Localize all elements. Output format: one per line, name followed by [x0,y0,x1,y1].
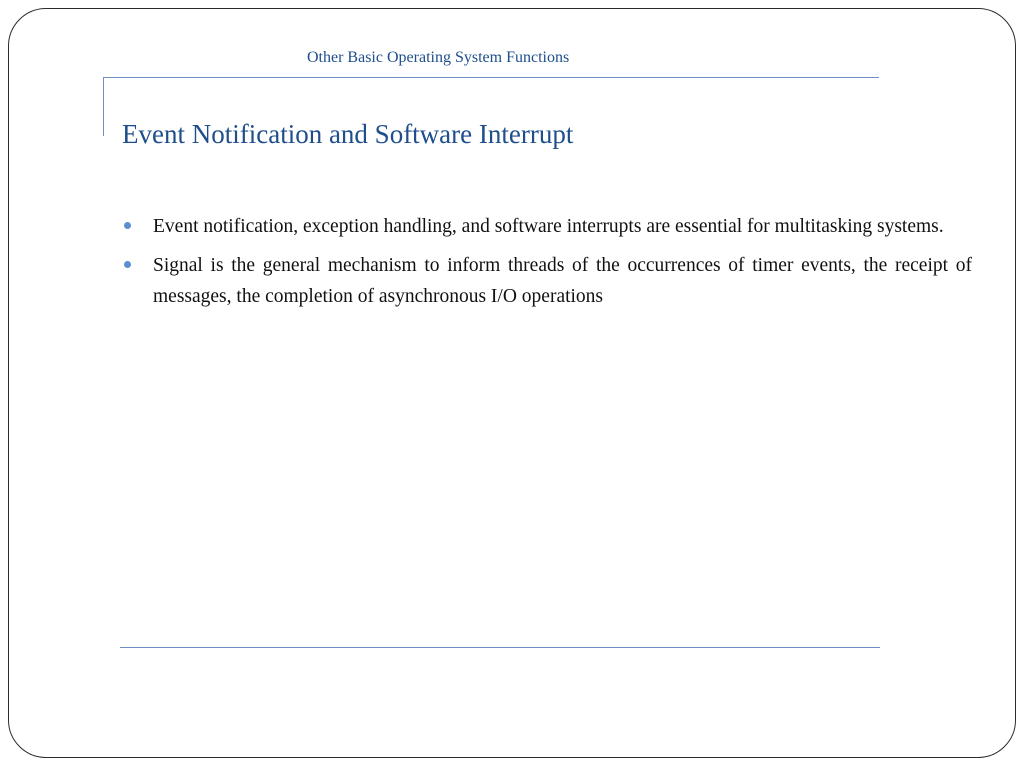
slide-title: Event Notification and Software Interrupt [122,119,574,149]
bullet-list [122,211,972,320]
section-header: Other Basic Operating System Functions [307,49,570,66]
bullet-item [122,211,972,242]
bullet-dot-icon [124,222,131,229]
footer-divider [120,647,880,648]
bullet-text: Event notification, exception handling, and software interrupts are essential for multitasking systems. [153,216,944,237]
bullet-text: Signal is the general mechanism to inform threads of the occurrences of timer events, the receipt of messages, the completion of asynchronous I/O operations [153,255,972,307]
header-divider [103,77,879,78]
slide-frame [8,8,1016,758]
bullet-dot-icon [124,261,131,268]
header-vertical-divider [103,77,104,136]
bullet-item [122,250,972,312]
